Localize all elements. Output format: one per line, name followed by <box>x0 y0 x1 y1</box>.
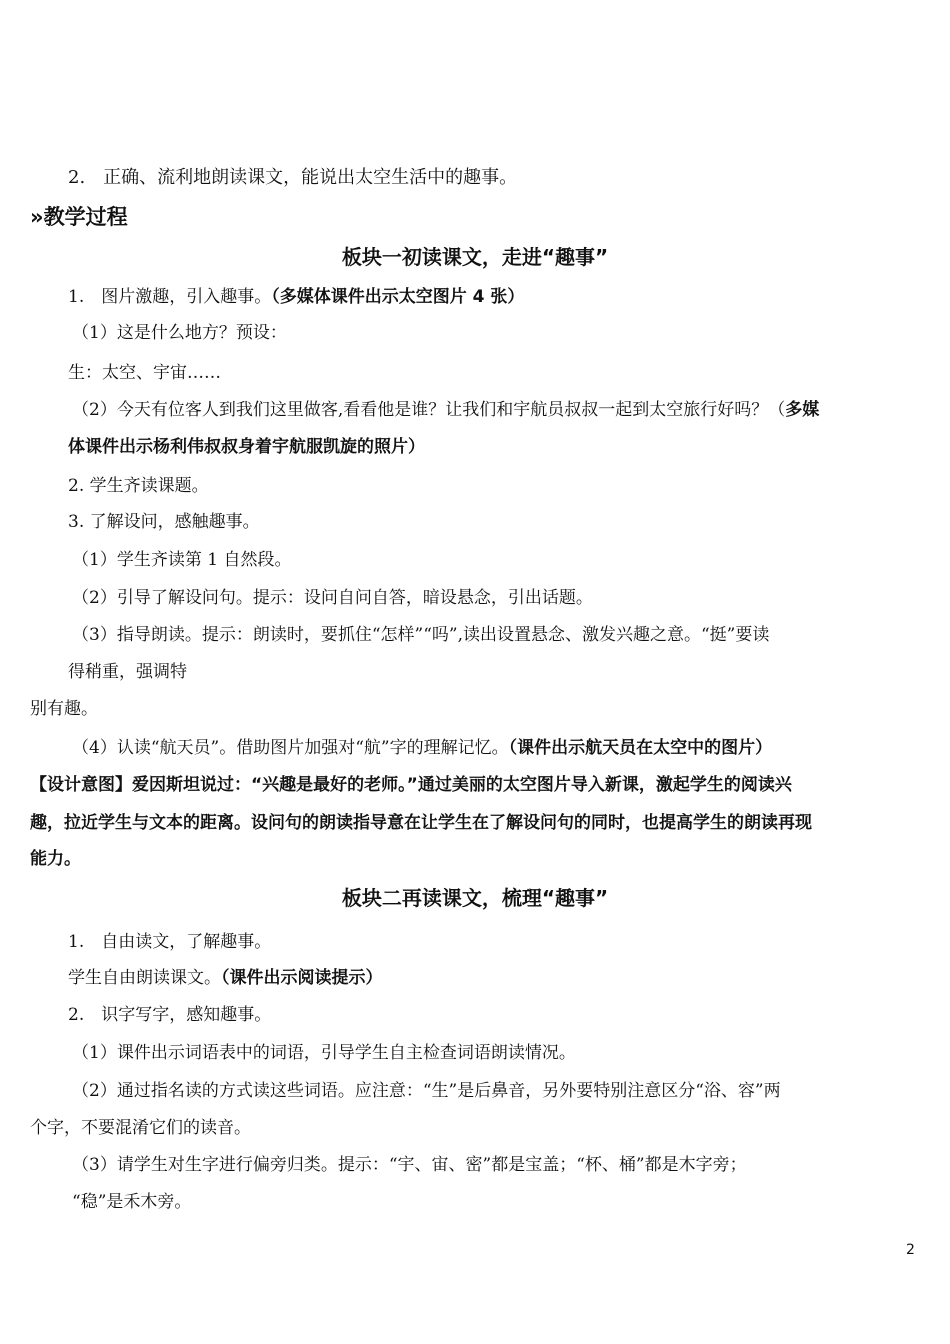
step-3-3-end: 别有趣。 <box>30 699 98 719</box>
design-intent-line-3: 能力。 <box>30 849 81 869</box>
step-3-1: （1）学生齐读第 1 自然段。 <box>72 550 292 570</box>
student-answer: 生：太空、宇宙…… <box>68 363 221 383</box>
b2-step-1-media-note: （课件出示阅读提示） <box>221 968 383 988</box>
objective-2: 2. 正确、流利地朗读课文，能说出太空生活中的趣事。 <box>68 167 518 188</box>
b2-step-2-3-cont: “稳”是禾木旁。 <box>72 1192 192 1212</box>
step-2: 2. 学生齐读课题。 <box>68 476 209 496</box>
b2-step-2-3: （3）请学生对生字进行偏旁归类。提示：“宇、宙、密”都是宝盖；“杯、桶”都是木字旁； <box>72 1155 747 1175</box>
question-2-text: （2）今天有位客人到我们这里做客,看看他是谁？让我们和宇航员叔叔一起到太空旅行好吗？（ <box>72 400 786 420</box>
b2-step-1: 1. 自由读文，了解趣事。 <box>68 932 272 952</box>
b2-step-2-2: （2）通过指名读的方式读这些词语。应注意：“生”是后鼻音，另外要特别注意区分“浴、容”两 <box>72 1081 781 1101</box>
block-two-heading: 板块二再读课文，梳理“趣事” <box>341 886 609 910</box>
page-number: 2 <box>906 1242 915 1258</box>
question-1: （1）这是什么地方？预设： <box>72 323 287 343</box>
question-2 <box>72 399 819 421</box>
step-1 <box>68 286 524 308</box>
question-2-media-note-cont: 体课件出示杨利伟叔叔身着宇航服凯旋的照片） <box>68 437 425 457</box>
step-1-media-note: （多媒体课件出示太空图片 4 张） <box>271 287 525 307</box>
b2-step-1-detail <box>68 967 383 989</box>
block-one-heading: 板块一初读课文，走进“趣事” <box>341 245 609 269</box>
step-3-4 <box>72 737 772 759</box>
design-intent-line-2: 趣，拉近学生与文本的距离。设问句的朗读指导意在让学生在了解设问句的同时，也提高学生的朗读再现 <box>30 813 812 833</box>
b2-step-1-detail-text: 学生自由朗读课文。 <box>68 968 221 988</box>
section-teaching-process: »教学过程 <box>30 205 128 229</box>
step-3-3: （3）指导朗读。提示：朗读时，要抓住“怎样”“吗”,读出设置悬念、激发兴趣之意。“挺”要读 <box>72 625 770 645</box>
b2-step-2-2-cont: 个字，不要混淆它们的读音。 <box>30 1118 251 1138</box>
step-3-4-media-note: （课件出示航天员在太空中的图片） <box>508 738 773 758</box>
step-3-3-cont: 得稍重，强调特 <box>68 662 187 682</box>
step-3-4-text: （4）认读“航天员”。借助图片加强对“航”字的理解记忆。 <box>72 738 509 758</box>
b2-step-2-1: （1）课件出示词语表中的词语，引导学生自主检查词语朗读情况。 <box>72 1043 576 1063</box>
question-2-media-note-start: 多媒 <box>785 400 820 420</box>
step-3: 3. 了解设问，感触趣事。 <box>68 512 260 532</box>
step-1-text: 1. 图片激趣，引入趣事。 <box>68 287 272 307</box>
step-3-2: （2）引导了解设问句。提示：设问自问自答，暗设悬念，引出话题。 <box>72 588 593 608</box>
b2-step-2: 2. 识字写字，感知趣事。 <box>68 1005 272 1025</box>
design-intent-line-1: 【设计意图】爱因斯坦说过：“兴趣是最好的老师。”通过美丽的太空图片导入新课，激起学生的阅读兴 <box>30 775 792 795</box>
